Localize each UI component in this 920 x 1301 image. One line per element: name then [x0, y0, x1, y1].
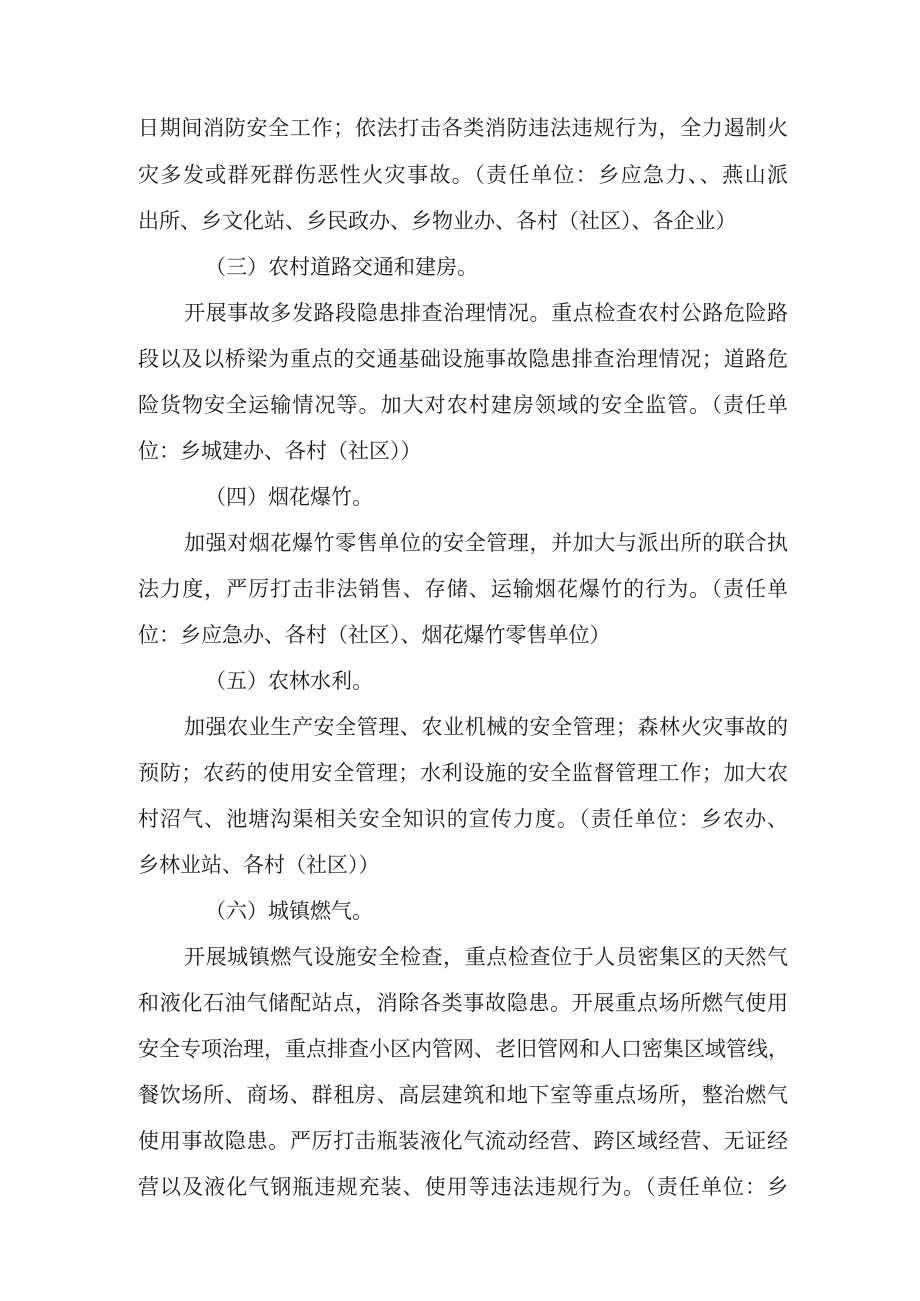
text-line: 安全专项治理，重点排查小区内管网、老旧管网和人口密集区域管线，: [138, 1037, 789, 1061]
text-line: 日期间消防安全工作；依法打击各类消防违法违规行为，全力遏制火: [138, 116, 788, 140]
paragraph-first-line: 开展城镇燃气设施安全检查，重点检查位于人员密集区的天然气: [184, 945, 788, 969]
text-line: 灾多发或群死群伤恶性火灾事故。（责任单位：乡应急力、、燕山派: [138, 163, 788, 187]
text-line: 位：乡应急办、各村（社区）、烟花爆竹零售单位）: [138, 623, 611, 647]
text-line: 法力度，严厉打击非法销售、存储、运输烟花爆竹的行为。（责任单: [138, 577, 788, 601]
paragraph-first-line: 加强对烟花爆竹零售单位的安全管理，并加大与派出所的联合执: [184, 531, 788, 555]
section-heading: （六）城镇燃气。: [205, 899, 373, 923]
paragraph-first-line: 开展事故多发路段隐患排查治理情况。重点检查农村公路危险路: [184, 301, 788, 325]
text-line: 位：乡城建办、各村（社区））: [138, 439, 422, 463]
text-line: 险货物安全运输情况等。加大对农村建房领域的安全监管。（责任单: [138, 393, 788, 417]
text-line: 餐饮场所、商场、群租房、高层建筑和地下室等重点场所，整治燃气: [138, 1083, 788, 1107]
text-line: 使用事故隐患。严厉打击瓶装液化气流动经营、跨区域经营、无证经: [138, 1129, 788, 1153]
section-heading: （三）农村道路交通和建房。: [205, 255, 478, 279]
text-line: 营以及液化气钢瓶违规充装、使用等违法违规行为。（责任单位：乡: [138, 1175, 788, 1199]
text-line: 乡林业站、各村（社区））: [138, 853, 380, 877]
text-line: 和液化石油气储配站点，消除各类事故隐患。开展重点场所燃气使用: [138, 991, 788, 1015]
section-heading: （五）农林水利。: [205, 669, 373, 693]
text-line: 出所、乡文化站、乡民政办、乡物业办、各村（社区）、各企业）: [138, 209, 737, 233]
section-heading: （四）烟花爆竹。: [205, 485, 373, 509]
text-line: 预防；农药的使用安全管理；水利设施的安全监督管理工作；加大农: [138, 761, 788, 785]
text-line: 村沼气、池塘沟渠相关安全知识的宣传力度。（责任单位：乡农办、: [138, 807, 788, 831]
text-line: 段以及以桥梁为重点的交通基础设施事故隐患排查治理情况；道路危: [138, 347, 788, 371]
paragraph-first-line: 加强农业生产安全管理、农业机械的安全管理；森林火灾事故的: [184, 715, 788, 739]
